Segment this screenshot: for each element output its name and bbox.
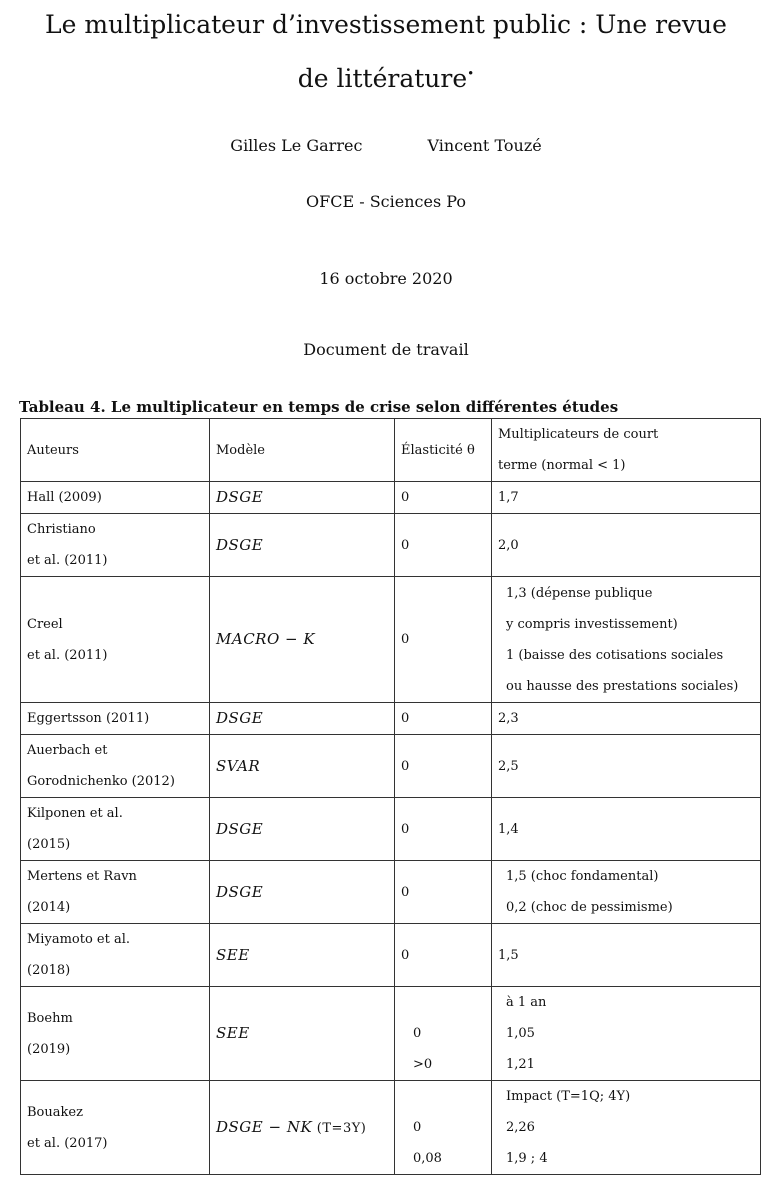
cell-authors xyxy=(21,861,210,924)
cell-multiplier xyxy=(492,798,761,861)
cell-model xyxy=(210,924,395,987)
model-name: DSGE xyxy=(216,535,264,554)
table-row xyxy=(21,1081,761,1175)
cell-multiplier xyxy=(492,482,761,514)
cell-elasticity xyxy=(395,703,492,735)
cell-model xyxy=(210,482,395,514)
multiplier-line: 2,26 xyxy=(506,1120,535,1135)
author-line: Boehm xyxy=(27,1010,73,1026)
multiplier-line: 1,05 xyxy=(506,1026,535,1041)
header-elasticity: Élasticité θ xyxy=(395,419,492,482)
model-name: SVAR xyxy=(216,756,261,775)
multiplier-line: 1,9 ; 4 xyxy=(506,1151,548,1166)
cell-authors xyxy=(21,703,210,735)
elasticity-line: 0 xyxy=(401,537,410,553)
cell-model xyxy=(210,1081,395,1175)
paper-title-line2 xyxy=(0,64,772,93)
elasticity-line: 0,08 xyxy=(413,1151,442,1166)
table-caption: Tableau 4. Le multiplicateur en temps de crise selon différentes études xyxy=(19,398,619,416)
cell-authors xyxy=(21,482,210,514)
elasticity-line xyxy=(413,987,485,1018)
author-line: Eggertsson (2011) xyxy=(27,711,150,726)
header-multiplier-line1: Multiplicateurs de court xyxy=(498,427,659,442)
header-multiplier xyxy=(492,419,761,482)
cell-model xyxy=(210,735,395,798)
multiplier-line: 1,5 (choc fondamental) xyxy=(506,869,659,884)
model-name: DSGE − NK xyxy=(216,1117,313,1136)
multiplier-table xyxy=(20,418,761,1175)
cell-authors xyxy=(21,735,210,798)
table-row xyxy=(21,861,761,924)
header-authors: Auteurs xyxy=(21,419,210,482)
cell-elasticity xyxy=(395,735,492,798)
multiplier-line: 0,2 (choc de pessimisme) xyxy=(506,900,673,915)
author-line: Kilponen et al. xyxy=(27,806,123,821)
multiplier-line: ou hausse des prestations sociales) xyxy=(506,678,739,694)
table-header-row xyxy=(21,419,761,482)
table-row xyxy=(21,798,761,861)
author-1: Gilles Le Garrec xyxy=(230,136,363,155)
table-row xyxy=(21,735,761,798)
multiplier-line: 1,21 xyxy=(506,1057,535,1072)
elasticity-line xyxy=(413,1081,485,1112)
cell-elasticity xyxy=(395,798,492,861)
author-line: Miyamoto et al. xyxy=(27,932,130,947)
multiplier-line: y compris investissement) xyxy=(506,616,678,632)
multiplier-line: 2,0 xyxy=(498,537,519,553)
cell-multiplier xyxy=(492,735,761,798)
multiplier-line: 1,5 xyxy=(498,947,519,963)
cell-authors xyxy=(21,987,210,1081)
author-line: et al. (2017) xyxy=(27,1135,108,1151)
elasticity-line: 0 xyxy=(401,821,410,837)
model-name: DSGE xyxy=(216,709,264,727)
header-multiplier-line2: terme (normal < 1) xyxy=(498,458,626,473)
cell-model xyxy=(210,798,395,861)
multiplier-line: 1 (baisse des cotisations sociales xyxy=(506,647,724,663)
elasticity-line: 0 xyxy=(401,947,410,963)
cell-elasticity xyxy=(395,514,492,577)
multiplier-line: 2,5 xyxy=(498,758,519,774)
cell-model xyxy=(210,861,395,924)
multiplier-line: 1,7 xyxy=(498,490,519,505)
multiplier-line: à 1 an xyxy=(506,995,547,1010)
author-line: (2019) xyxy=(27,1041,71,1057)
multiplier-line: 2,3 xyxy=(498,711,519,726)
cell-authors xyxy=(21,514,210,577)
model-name: DSGE xyxy=(216,819,264,838)
model-name: SEE xyxy=(216,1024,250,1042)
multiplier-line: 1,4 xyxy=(498,821,519,837)
author-line: Gorodnichenko (2012) xyxy=(27,774,175,789)
cell-authors xyxy=(21,924,210,987)
title-footnote-mark: • xyxy=(467,66,475,81)
document-type: Document de travail xyxy=(303,340,469,359)
paper-title-line1: Le multiplicateur d’investissement public : Une revue xyxy=(45,10,727,39)
cell-elasticity xyxy=(395,482,492,514)
cell-multiplier xyxy=(492,577,761,703)
cell-authors xyxy=(21,1081,210,1175)
cell-model xyxy=(210,514,395,577)
cell-multiplier xyxy=(492,987,761,1081)
author-line: Hall (2009) xyxy=(27,490,102,505)
elasticity-line: 0 xyxy=(401,632,410,647)
table-row xyxy=(21,703,761,735)
author-line: (2014) xyxy=(27,900,71,915)
cell-elasticity xyxy=(395,987,492,1081)
cell-multiplier xyxy=(492,1081,761,1175)
elasticity-line: 0 xyxy=(401,490,410,505)
model-name: SEE xyxy=(216,945,250,964)
table-row xyxy=(21,482,761,514)
header-model: Modèle xyxy=(210,419,395,482)
author-line: Christiano xyxy=(27,522,96,537)
table-body xyxy=(21,482,761,1175)
cell-elasticity xyxy=(395,577,492,703)
author-line: Mertens et Ravn xyxy=(27,869,137,884)
author-line: et al. (2011) xyxy=(27,553,108,568)
table-row xyxy=(21,577,761,703)
table-row xyxy=(21,987,761,1081)
multiplier-line: Impact (T=1Q; 4Y) xyxy=(506,1089,631,1104)
cell-model xyxy=(210,987,395,1081)
cell-multiplier xyxy=(492,924,761,987)
affiliation: OFCE - Sciences Po xyxy=(305,192,466,211)
author-line: Bouakez xyxy=(27,1104,83,1120)
table-row xyxy=(21,514,761,577)
multiplier-line: 1,3 (dépense publique xyxy=(506,585,653,601)
cell-model xyxy=(210,703,395,735)
author-line: (2018) xyxy=(27,963,71,978)
elasticity-line: 0 xyxy=(401,758,410,774)
elasticity-line: 0 xyxy=(401,884,410,900)
elasticity-line: 0 xyxy=(401,711,410,726)
model-name: DSGE xyxy=(216,488,264,506)
cell-multiplier xyxy=(492,514,761,577)
author-line: Creel xyxy=(27,616,63,632)
elasticity-line: 0 xyxy=(413,1026,422,1041)
author-line: Auerbach et xyxy=(27,743,108,758)
author-line: et al. (2011) xyxy=(27,647,108,663)
date: 16 octobre 2020 xyxy=(319,269,453,288)
authors xyxy=(0,136,772,155)
elasticity-line: 0 xyxy=(413,1120,422,1135)
elasticity-line: >0 xyxy=(413,1057,433,1072)
author-2: Vincent Touzé xyxy=(427,136,542,155)
paper-title-line2-text: de littérature xyxy=(297,64,468,93)
author-line: (2015) xyxy=(27,837,71,852)
model-name: MACRO − K xyxy=(216,630,316,648)
model-suffix: (T=3Y) xyxy=(312,1120,367,1136)
cell-multiplier xyxy=(492,861,761,924)
cell-elasticity xyxy=(395,924,492,987)
cell-authors xyxy=(21,798,210,861)
cell-elasticity xyxy=(395,1081,492,1175)
cell-elasticity xyxy=(395,861,492,924)
model-name: DSGE xyxy=(216,882,264,901)
cell-model xyxy=(210,577,395,703)
table-row xyxy=(21,924,761,987)
cell-authors xyxy=(21,577,210,703)
cell-multiplier xyxy=(492,703,761,735)
